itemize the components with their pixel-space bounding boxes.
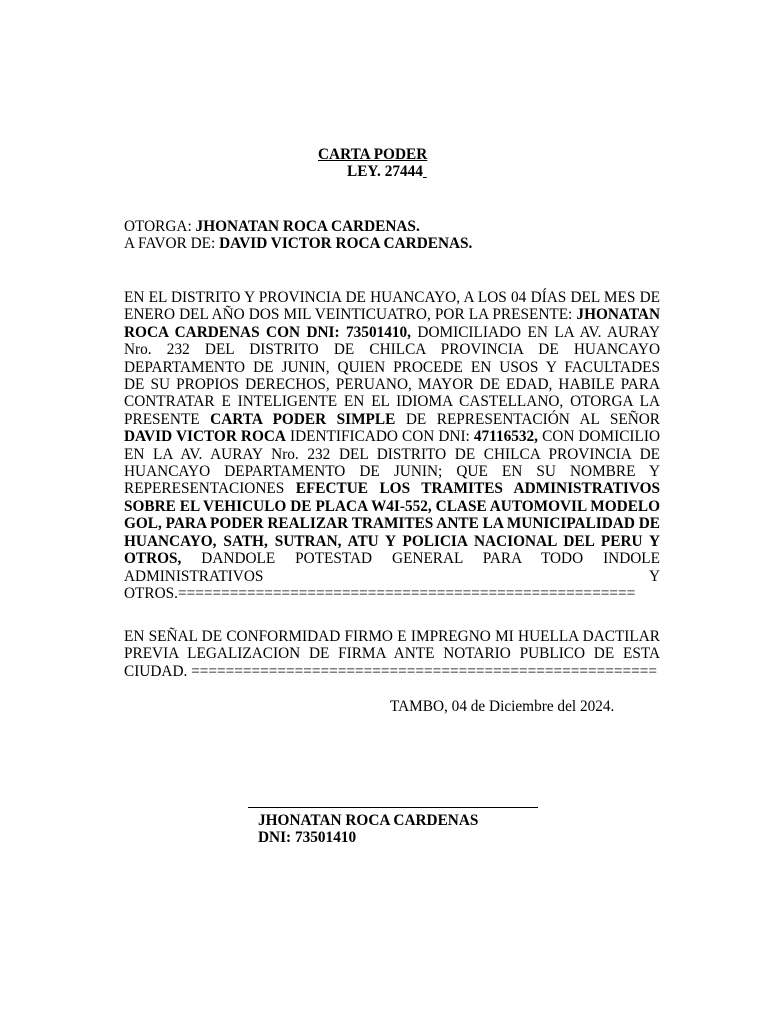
body-line — [124, 428, 660, 445]
conformity-paragraph — [124, 628, 660, 680]
document-title: CARTA PODER — [318, 146, 428, 163]
body-line — [124, 446, 660, 463]
body-line — [124, 324, 660, 341]
body-line — [124, 306, 660, 323]
text-run: REPERESENTACIONES — [124, 480, 296, 498]
text-run: DANDOLE POTESTAD GENERAL PARA TODO INDOLE — [181, 550, 660, 568]
conformity-line: CIUDAD. ====================================================== — [124, 662, 657, 680]
body-line — [124, 341, 660, 358]
body-line — [124, 498, 660, 515]
law-underline-suffix — [423, 163, 427, 180]
law-number: LEY. 27444 — [347, 163, 423, 180]
signatory-name: JHONATAN ROCA CARDENAS — [258, 812, 479, 829]
text-run: CONTRATAR E INTELIGENTE EN EL IDIOMA CASTELLANO, OTORGA LA — [124, 393, 660, 411]
body-line — [124, 515, 660, 532]
text-run: OTROS.===================================================== — [124, 584, 636, 602]
text-run: ADMINISTRATIVOS Y — [124, 567, 660, 585]
conformity-line: EN SEÑAL DE CONFORMIDAD FIRMO E IMPREGNO MI HUELLA DACTILAR — [124, 628, 660, 645]
text-run: EN LA AV. AURAY Nro. 232 DEL DISTRITO DE CHILCA PROVINCIA DE — [124, 445, 660, 463]
body-line — [124, 376, 660, 393]
body-line — [124, 550, 660, 567]
signature-line — [248, 807, 538, 808]
bold-text: JHONATAN — [576, 306, 660, 324]
body-line — [124, 568, 660, 585]
bold-text: ROCA CARDENAS CON DNI: 73501410, — [124, 323, 412, 341]
bold-text: EFECTUE LOS TRAMITES ADMINISTRATIVOS — [295, 480, 660, 498]
grantee-name: DAVID VICTOR ROCA CARDENAS. — [215, 235, 473, 252]
text-run: DE REPRESENTACIÓN AL SEÑOR — [395, 410, 660, 428]
text-run: DEPARTAMENTO DE JUNIN, QUIEN PROCEDE EN USOS Y FACULTADES — [124, 358, 660, 376]
text-run: Nro. 232 DEL DISTRITO DE CHILCA PROVINCIA DE HUANCAYO — [124, 341, 660, 359]
bold-text: CARTA PODER SIMPLE — [210, 410, 396, 428]
text-run: HUANCAYO DEPARTAMENTO DE JUNIN; QUE EN SU NOMBRE Y — [124, 463, 660, 481]
grantor-name: JHONATAN ROCA CARDENAS. — [191, 218, 420, 235]
body-line — [124, 533, 660, 550]
body-line — [124, 359, 660, 376]
bold-text: 47116532, — [473, 428, 539, 446]
grantee-label: A FAVOR DE: — [124, 235, 216, 252]
signatory-dni: DNI: 73501410 — [258, 829, 357, 846]
text-run: DE SU PROPIOS DERECHOS, PERUANO, MAYOR DE EDAD, HABILE PARA — [124, 376, 660, 394]
bold-text: DAVID VICTOR ROCA — [124, 428, 286, 446]
body-line — [124, 411, 660, 428]
text-run: CON DOMICILIO — [538, 428, 660, 446]
grantor-line — [124, 218, 420, 235]
body-line — [124, 480, 660, 497]
body-line — [124, 289, 660, 306]
text-run: PRESENTE — [124, 410, 211, 428]
body-line — [124, 393, 660, 410]
body-line — [124, 463, 660, 480]
body-paragraph — [124, 289, 660, 602]
body-line — [124, 585, 660, 602]
grantor-label: OTORGA: — [124, 218, 192, 235]
text-run: IDENTIFICADO CON DNI: — [285, 428, 474, 446]
text-run: EN EL DISTRITO Y PROVINCIA DE HUANCAYO, A LOS 04 DÍAS DEL MES DE — [124, 289, 660, 306]
bold-text: OTROS, — [124, 550, 182, 568]
bold-text: GOL, PARA PODER REALIZAR TRAMITES ANTE LA MUNICIPALIDAD DE — [124, 515, 660, 533]
bold-text: HUANCAYO, SATH, SUTRAN, ATU Y POLICIA NACIONAL DEL PERU Y — [124, 532, 660, 550]
bold-text: SOBRE EL VEHICULO DE PLACA W4I-552, CLASE AUTOMOVIL MODELO — [124, 497, 660, 515]
law-reference — [347, 163, 427, 180]
grantee-line — [124, 235, 472, 252]
text-run: DOMICILIADO EN LA AV. AURAY — [411, 323, 660, 341]
place-date: TAMBO, 04 de Diciembre del 2024. — [390, 698, 615, 715]
text-run: ENERO DEL AÑO DOS MIL VEINTICUATRO, POR LA PRESENTE: — [124, 306, 577, 324]
conformity-line: PREVIA LEGALIZACION DE FIRMA ANTE NOTARIO PUBLICO DE ESTA — [124, 645, 660, 663]
